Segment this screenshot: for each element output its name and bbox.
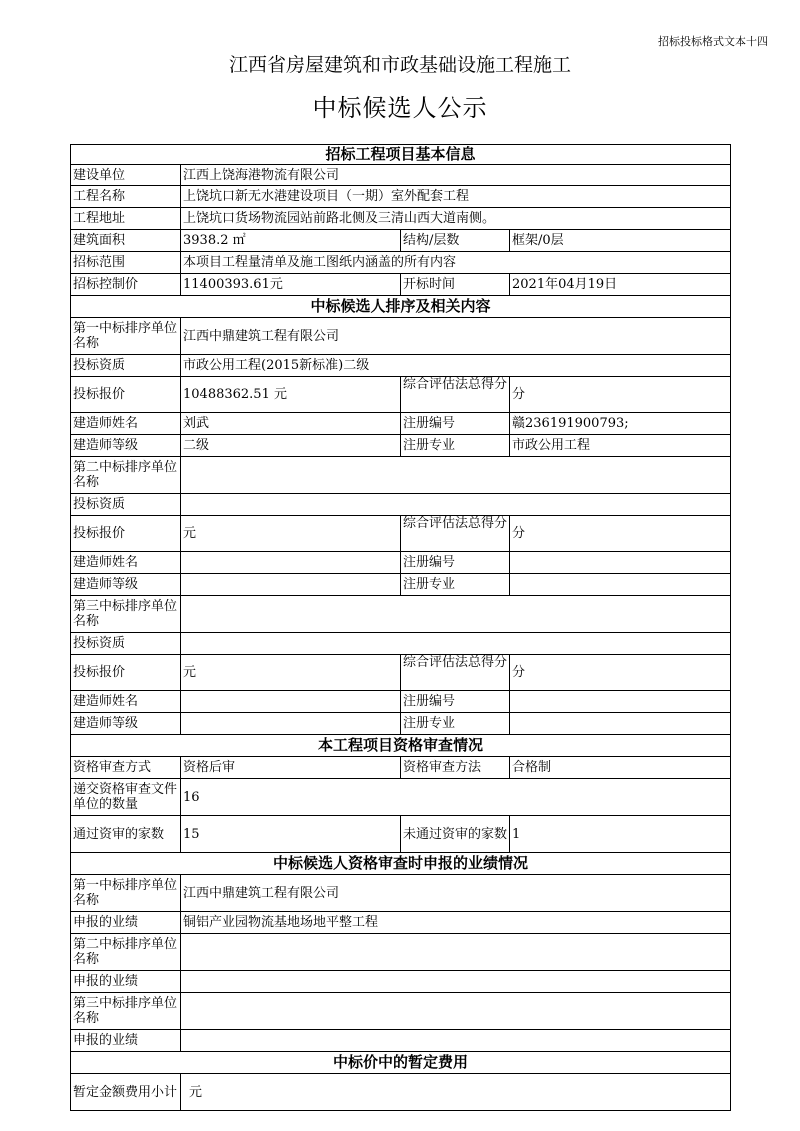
document-title: 江西省房屋建筑和市政基础设施工程施工 — [228, 54, 571, 76]
candidate3-builder-name-label: 建造师姓名 — [71, 691, 181, 713]
review-mode-label: 资格审查方式 — [71, 757, 181, 779]
perf2-name — [181, 934, 731, 971]
candidate2-qual-label: 投标资质 — [71, 494, 181, 516]
failed-count-label: 未通过资审的家数 — [401, 816, 510, 853]
section-header-basic-info: 招标工程项目基本信息 — [71, 145, 731, 165]
candidate3-qual — [181, 633, 731, 655]
announcement-table — [70, 144, 731, 1111]
perf1-label: 申报的业绩 — [71, 912, 181, 934]
structure-label: 结构/层数 — [401, 230, 510, 252]
candidate2-reg-no-label: 注册编号 — [401, 552, 510, 574]
candidate3-qual-label: 投标资质 — [71, 633, 181, 655]
perf2-rank-label: 第二中标排序单位名称 — [71, 934, 181, 971]
candidate2-score: 分 — [510, 516, 731, 552]
control-price-value: 11400393.61元 — [181, 274, 401, 296]
failed-count-value: 1 — [510, 816, 731, 853]
candidate3-reg-no-label: 注册编号 — [401, 691, 510, 713]
builder-label: 建设单位 — [71, 165, 181, 186]
project-name-label: 工程名称 — [71, 186, 181, 208]
candidate2-rank-label: 第二中标排序单位名称 — [71, 457, 181, 494]
candidate1-builder-name-label: 建造师姓名 — [71, 413, 181, 435]
candidate3-reg-no — [510, 691, 731, 713]
review-mode-value: 资格后审 — [181, 757, 401, 779]
perf3-value — [181, 1030, 731, 1052]
candidate2-name — [181, 457, 731, 494]
perf3-label: 申报的业绩 — [71, 1030, 181, 1052]
section-header-qualification-review: 本工程项目资格审查情况 — [71, 735, 731, 757]
perf2-label: 申报的业绩 — [71, 971, 181, 993]
passed-count-value: 15 — [181, 816, 401, 853]
passed-count-label: 通过资审的家数 — [71, 816, 181, 853]
candidate2-grade — [181, 574, 401, 596]
building-area-label: 建筑面积 — [71, 230, 181, 252]
project-address-value: 上饶坑口货场物流园站前路北侧及三清山西大道南侧。 — [181, 208, 731, 230]
candidate2-builder-name — [181, 552, 401, 574]
perf3-rank-label: 第三中标排序单位名称 — [71, 993, 181, 1030]
candidate1-rank-label: 第一中标排序单位名称 — [71, 318, 181, 355]
bid-scope-label: 招标范围 — [71, 252, 181, 274]
candidate3-rank-label: 第三中标排序单位名称 — [71, 596, 181, 633]
candidate1-score: 分 — [510, 377, 731, 413]
candidate3-bid-label: 投标报价 — [71, 655, 181, 691]
candidate3-name — [181, 596, 731, 633]
builder-value: 江西上饶海港物流有限公司 — [181, 165, 731, 186]
provisional-subtotal-value: 元 — [181, 1074, 731, 1111]
submitted-count-label: 递交资格审查文件单位的数量 — [71, 779, 181, 816]
candidate1-grade-label: 建造师等级 — [71, 435, 181, 457]
candidate2-qual — [181, 494, 731, 516]
candidate3-score: 分 — [510, 655, 731, 691]
control-price-label: 招标控制价 — [71, 274, 181, 296]
candidate3-major — [510, 713, 731, 735]
section-header-candidates: 中标候选人排序及相关内容 — [71, 296, 731, 318]
candidate1-score-label: 综合评估法总得分 — [401, 377, 510, 413]
candidate2-bid-label: 投标报价 — [71, 516, 181, 552]
building-area-value: 3938.2 ㎡ — [181, 230, 401, 252]
candidate1-reg-no-label: 注册编号 — [401, 413, 510, 435]
perf1-rank-label: 第一中标排序单位名称 — [71, 875, 181, 912]
candidate3-builder-name — [181, 691, 401, 713]
perf3-name — [181, 993, 731, 1030]
review-method-value: 合格制 — [510, 757, 731, 779]
submitted-count-value: 16 — [181, 779, 731, 816]
candidate2-major-label: 注册专业 — [401, 574, 510, 596]
structure-value: 框架/0层 — [510, 230, 731, 252]
candidate3-grade-label: 建造师等级 — [71, 713, 181, 735]
perf2-value — [181, 971, 731, 993]
candidate2-builder-name-label: 建造师姓名 — [71, 552, 181, 574]
candidate1-bid: 10488362.51 元 — [181, 377, 401, 413]
bid-scope-value: 本项目工程量清单及施工图纸内涵盖的所有内容 — [181, 252, 731, 274]
candidate1-builder-name: 刘武 — [181, 413, 401, 435]
candidate1-major: 市政公用工程 — [510, 435, 731, 457]
perf1-name: 江西中鼎建筑工程有限公司 — [181, 875, 731, 912]
candidate2-grade-label: 建造师等级 — [71, 574, 181, 596]
candidate1-reg-no: 赣236191900793; — [510, 413, 731, 435]
candidate3-grade — [181, 713, 401, 735]
section-header-performance: 中标候选人资格审查时申报的业绩情况 — [71, 853, 731, 875]
project-name-value: 上饶坑口新无水港建设项目（一期）室外配套工程 — [181, 186, 731, 208]
project-address-label: 工程地址 — [71, 208, 181, 230]
opening-time-value: 2021年04月19日 — [510, 274, 731, 296]
perf1-value: 铜铝产业园物流基地场地平整工程 — [181, 912, 731, 934]
opening-time-label: 开标时间 — [401, 274, 510, 296]
candidate1-bid-label: 投标报价 — [71, 377, 181, 413]
candidate3-score-label: 综合评估法总得分 — [401, 655, 510, 691]
candidate2-score-label: 综合评估法总得分 — [401, 516, 510, 552]
provisional-subtotal-label: 暂定金额费用小计 — [71, 1074, 181, 1111]
document-subtitle: 中标候选人公示 — [312, 94, 488, 122]
candidate1-qual: 市政公用工程(2015新标准)二级 — [181, 355, 731, 377]
candidate2-major — [510, 574, 731, 596]
candidate2-bid: 元 — [181, 516, 401, 552]
candidate3-major-label: 注册专业 — [401, 713, 510, 735]
document-format-label: 招标投标格式文本十四 — [658, 35, 768, 48]
candidate1-qual-label: 投标资质 — [71, 355, 181, 377]
candidate2-reg-no — [510, 552, 731, 574]
candidate1-name: 江西中鼎建筑工程有限公司 — [181, 318, 731, 355]
candidate1-major-label: 注册专业 — [401, 435, 510, 457]
review-method-label: 资格审查方法 — [401, 757, 510, 779]
candidate3-bid: 元 — [181, 655, 401, 691]
section-header-provisional-costs: 中标价中的暂定费用 — [71, 1052, 731, 1074]
candidate1-grade: 二级 — [181, 435, 401, 457]
